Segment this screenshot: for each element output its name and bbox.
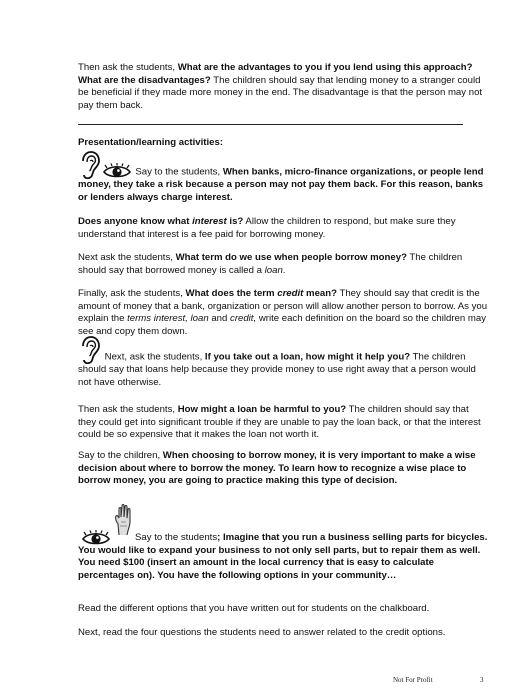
- text: .: [282, 264, 286, 276]
- text: Then ask the students,: [78, 404, 178, 415]
- text: Allow the children to respond, but make sure they understand that interest is a fee paid for borrowing money.: [78, 216, 456, 240]
- paragraph-scenario: [78, 532, 488, 582]
- bold-statement: When banks, micro-finance organizations, or people lend money, they take a risk because a person may not pay them back. For this reason, banks or lenders always charge interest.: [78, 166, 484, 203]
- paragraph-loan-harm: [78, 404, 488, 442]
- bold-question: Does anyone know what: [78, 216, 193, 227]
- paragraph-advantages: [78, 62, 488, 112]
- bold-question: If you take out a loan, how might it help you?: [204, 351, 411, 363]
- text: Next, read the four questions the students need to answer related to the credit options.: [78, 627, 446, 638]
- eye-icon: [103, 163, 131, 179]
- paragraph-borrow-decision: [78, 450, 488, 488]
- text: Say to the children,: [78, 450, 163, 461]
- ear-icon: [78, 336, 100, 364]
- text: The children should say that borrowed money is called a: [78, 252, 463, 276]
- bold-question: How might a loan be harmful to you?: [177, 404, 347, 415]
- text: Then ask the students,: [78, 62, 178, 73]
- paragraph-interest: [78, 216, 488, 241]
- terms-italic: terms interest, loan: [127, 313, 209, 325]
- text: Say to the students,: [132, 166, 223, 178]
- ear-icon: [78, 151, 100, 179]
- term-credit: credit: [277, 288, 304, 299]
- term-credit-italic: credit,: [230, 313, 257, 325]
- paragraph-read-questions: [78, 627, 488, 640]
- text: The children should say that they could get into significant trouble if they are unable to pay the loan back, or that the interest could be so expensive that it makes the loan not worth it.: [78, 404, 481, 441]
- bold-statement: When choosing to borrow money, it is very important to make a wise decision about where to borrow the money. To learn how to recognize a wise place to borrow money, you are going to practice making this type of decision.: [78, 450, 476, 487]
- paragraph-read-options: [78, 603, 488, 616]
- footer-text: Not For Profit: [393, 676, 433, 684]
- text: The children should say that loans help because they provide money to use right away that a person would not have otherwise.: [78, 351, 476, 388]
- page-number: 3: [480, 676, 484, 684]
- bold-question: What term do we use when people borrow money?: [175, 252, 407, 263]
- text: Finally, ask the students,: [78, 288, 186, 299]
- bold-question-end: is?: [226, 216, 244, 227]
- section-heading: [78, 137, 488, 150]
- horizontal-divider: [78, 124, 463, 125]
- bold-scenario: ; Imagine that you run a business selling parts for bicycles. You would like to expand your business to not only sell parts, but to repair them as well. You need $100 (insert an amount in the local currency that is easy to calculate percentages on). You have the following options in your community…: [78, 532, 488, 581]
- text: Next, ask the students,: [102, 351, 205, 363]
- paragraph-loan: [78, 252, 488, 277]
- text: The children should say that lending money to a stranger could be beneficial if they made more money in the end. The disadvantage is that the person may not pay them back.: [78, 74, 483, 111]
- text: They should say that credit is the amount of money that a bank, organization or person will allow another person to borrow. As you explain the: [78, 288, 488, 325]
- text: Next ask the students,: [78, 252, 176, 263]
- text: write each definition on the board so the children may see and copy them down.: [78, 313, 487, 337]
- bold-question-end: mean?: [303, 288, 337, 299]
- icon-group: [78, 336, 100, 364]
- bold-question: What are the advantages to you if you lend using this approach? What are the disadvantages?: [78, 62, 473, 86]
- icon-group: [78, 151, 131, 179]
- paragraph-loan-help: [78, 336, 488, 389]
- term-loan: loan: [264, 264, 283, 276]
- paragraph-risk: [78, 151, 488, 204]
- paragraph-credit: [78, 288, 488, 338]
- text: Say to the students: [135, 532, 218, 543]
- bold-question: What does the term: [185, 288, 278, 299]
- term-interest: interest: [192, 216, 227, 227]
- text: Read the different options that you have written out for students on the chalkboard.: [78, 603, 430, 614]
- heading-text: Presentation/learning activities:: [78, 137, 224, 148]
- text: and: [208, 313, 231, 325]
